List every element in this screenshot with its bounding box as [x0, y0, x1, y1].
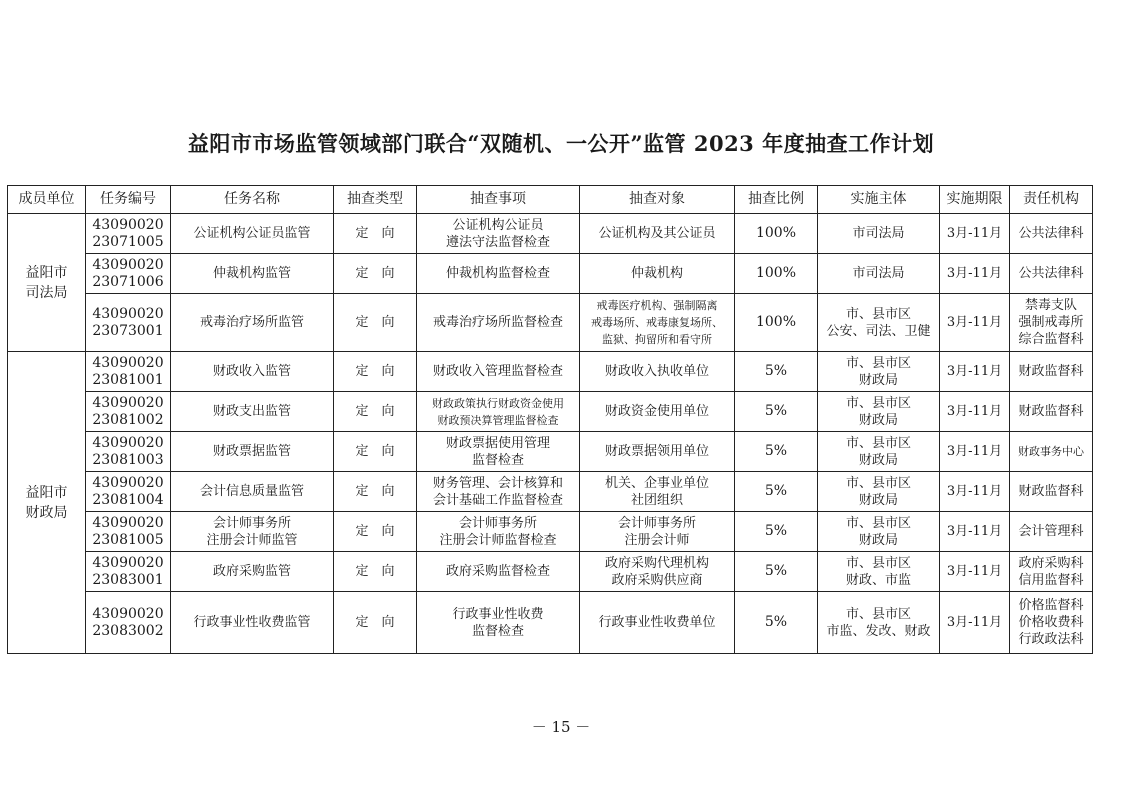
- name-cell: 财政支出监管: [171, 392, 334, 432]
- table-row: [8, 214, 1093, 254]
- org-cell: 财政监督科: [1010, 392, 1093, 432]
- header-col-name: 任务名称: [171, 186, 334, 214]
- code-cell: 43090020 23081004: [86, 472, 171, 512]
- type-cell: 定 向: [334, 432, 417, 472]
- ratio-cell: 100%: [735, 254, 818, 294]
- code-cell: 43090020 23071006: [86, 254, 171, 294]
- code-cell: 43090020 23071005: [86, 214, 171, 254]
- period-cell: 3月-11月: [940, 432, 1010, 472]
- name-cell: 财政收入监管: [171, 352, 334, 392]
- subject-cell: 市、县市区 财政局: [818, 512, 940, 552]
- item-cell: 行政事业性收费 监督检查: [417, 592, 580, 654]
- ratio-cell: 5%: [735, 552, 818, 592]
- item-cell: 财政收入管理监督检查: [417, 352, 580, 392]
- header-col-unit: 成员单位: [8, 186, 86, 214]
- org-cell: 价格监督科 价格收费科 行政政法科: [1010, 592, 1093, 654]
- ratio-cell: 5%: [735, 512, 818, 552]
- item-cell: 财政政策执行财政资金使用 财政预决算管理监督检查: [417, 392, 580, 432]
- item-cell: 政府采购监督检查: [417, 552, 580, 592]
- target-cell: 会计师事务所 注册会计师: [580, 512, 735, 552]
- name-cell: 戒毒治疗场所监管: [171, 294, 334, 352]
- item-cell: 会计师事务所 注册会计师监督检查: [417, 512, 580, 552]
- target-cell: 财政资金使用单位: [580, 392, 735, 432]
- ratio-cell: 100%: [735, 294, 818, 352]
- code-cell: 43090020 23081001: [86, 352, 171, 392]
- header-col-code: 任务编号: [86, 186, 171, 214]
- target-cell: 仲裁机构: [580, 254, 735, 294]
- header-col-period: 实施期限: [940, 186, 1010, 214]
- page-number: － 15 －: [531, 718, 591, 736]
- name-cell: 仲裁机构监管: [171, 254, 334, 294]
- ratio-cell: 5%: [735, 592, 818, 654]
- target-cell: 政府采购代理机构 政府采购供应商: [580, 552, 735, 592]
- org-cell: 公共法律科: [1010, 254, 1093, 294]
- table-row: [8, 254, 1093, 294]
- type-cell: 定 向: [334, 352, 417, 392]
- name-cell: 会计信息质量监管: [171, 472, 334, 512]
- org-cell: 公共法律科: [1010, 214, 1093, 254]
- header-row: [8, 186, 1093, 214]
- header-col-subject: 实施主体: [818, 186, 940, 214]
- table-row: [8, 592, 1093, 654]
- target-cell: 机关、企事业单位 社团组织: [580, 472, 735, 512]
- item-cell: 仲裁机构监督检查: [417, 254, 580, 294]
- target-cell: 财政票据领用单位: [580, 432, 735, 472]
- org-cell: 会计管理科: [1010, 512, 1093, 552]
- item-cell: 戒毒治疗场所监督检查: [417, 294, 580, 352]
- name-cell: 政府采购监管: [171, 552, 334, 592]
- header-col-target: 抽查对象: [580, 186, 735, 214]
- type-cell: 定 向: [334, 392, 417, 432]
- name-cell: 公证机构公证员监管: [171, 214, 334, 254]
- subject-cell: 市、县市区 财政局: [818, 472, 940, 512]
- org-cell: 财政监督科: [1010, 472, 1093, 512]
- unit-cell: 益阳市 司法局: [8, 214, 86, 352]
- subject-cell: 市、县市区 财政局: [818, 432, 940, 472]
- table-row: [8, 294, 1093, 352]
- target-cell: 行政事业性收费单位: [580, 592, 735, 654]
- table-row: [8, 552, 1093, 592]
- page-title: 益阳市市场监管领域部门联合“双随机、一公开”监管 2023 年度抽查工作计划: [187, 131, 935, 156]
- org-cell: 财政监督科: [1010, 352, 1093, 392]
- item-cell: 公证机构公证员 遵法守法监督检查: [417, 214, 580, 254]
- subject-cell: 市、县市区 财政、市监: [818, 552, 940, 592]
- item-cell: 财政票据使用管理 监督检查: [417, 432, 580, 472]
- table-row: [8, 512, 1093, 552]
- target-cell: 戒毒医疗机构、强制隔离 戒毒场所、戒毒康复场所、 监狱、拘留所和看守所: [580, 294, 735, 352]
- type-cell: 定 向: [334, 552, 417, 592]
- code-cell: 43090020 23081005: [86, 512, 171, 552]
- period-cell: 3月-11月: [940, 294, 1010, 352]
- type-cell: 定 向: [334, 294, 417, 352]
- org-cell: 财政事务中心: [1010, 432, 1093, 472]
- header-col-ratio: 抽查比例: [735, 186, 818, 214]
- table-row: [8, 352, 1093, 392]
- header-col-type: 抽查类型: [334, 186, 417, 214]
- subject-cell: 市、县市区 财政局: [818, 352, 940, 392]
- period-cell: 3月-11月: [940, 392, 1010, 432]
- period-cell: 3月-11月: [940, 552, 1010, 592]
- type-cell: 定 向: [334, 214, 417, 254]
- period-cell: 3月-11月: [940, 592, 1010, 654]
- code-cell: 43090020 23083001: [86, 552, 171, 592]
- plan-table: [7, 185, 1093, 654]
- period-cell: 3月-11月: [940, 472, 1010, 512]
- name-cell: 财政票据监管: [171, 432, 334, 472]
- org-cell: 禁毒支队 强制戒毒所 综合监督科: [1010, 294, 1093, 352]
- ratio-cell: 5%: [735, 392, 818, 432]
- ratio-cell: 100%: [735, 214, 818, 254]
- subject-cell: 市、县市区 财政局: [818, 392, 940, 432]
- name-cell: 行政事业性收费监管: [171, 592, 334, 654]
- ratio-cell: 5%: [735, 432, 818, 472]
- type-cell: 定 向: [334, 512, 417, 552]
- type-cell: 定 向: [334, 592, 417, 654]
- period-cell: 3月-11月: [940, 512, 1010, 552]
- header-col-org: 责任机构: [1010, 186, 1093, 214]
- period-cell: 3月-11月: [940, 352, 1010, 392]
- target-cell: 财政收入执收单位: [580, 352, 735, 392]
- type-cell: 定 向: [334, 472, 417, 512]
- header-col-item: 抽查事项: [417, 186, 580, 214]
- name-cell: 会计师事务所 注册会计师监管: [171, 512, 334, 552]
- unit-cell: 益阳市 财政局: [8, 352, 86, 654]
- target-cell: 公证机构及其公证员: [580, 214, 735, 254]
- item-cell: 财务管理、会计核算和 会计基础工作监督检查: [417, 472, 580, 512]
- period-cell: 3月-11月: [940, 254, 1010, 294]
- subject-cell: 市、县市区 公安、司法、卫健: [818, 294, 940, 352]
- ratio-cell: 5%: [735, 472, 818, 512]
- table-row: [8, 432, 1093, 472]
- ratio-cell: 5%: [735, 352, 818, 392]
- subject-cell: 市司法局: [818, 254, 940, 294]
- code-cell: 43090020 23081002: [86, 392, 171, 432]
- code-cell: 43090020 23081003: [86, 432, 171, 472]
- code-cell: 43090020 23083002: [86, 592, 171, 654]
- org-cell: 政府采购科 信用监督科: [1010, 552, 1093, 592]
- table-row: [8, 392, 1093, 432]
- type-cell: 定 向: [334, 254, 417, 294]
- subject-cell: 市司法局: [818, 214, 940, 254]
- table-row: [8, 472, 1093, 512]
- period-cell: 3月-11月: [940, 214, 1010, 254]
- subject-cell: 市、县市区 市监、发改、财政: [818, 592, 940, 654]
- code-cell: 43090020 23073001: [86, 294, 171, 352]
